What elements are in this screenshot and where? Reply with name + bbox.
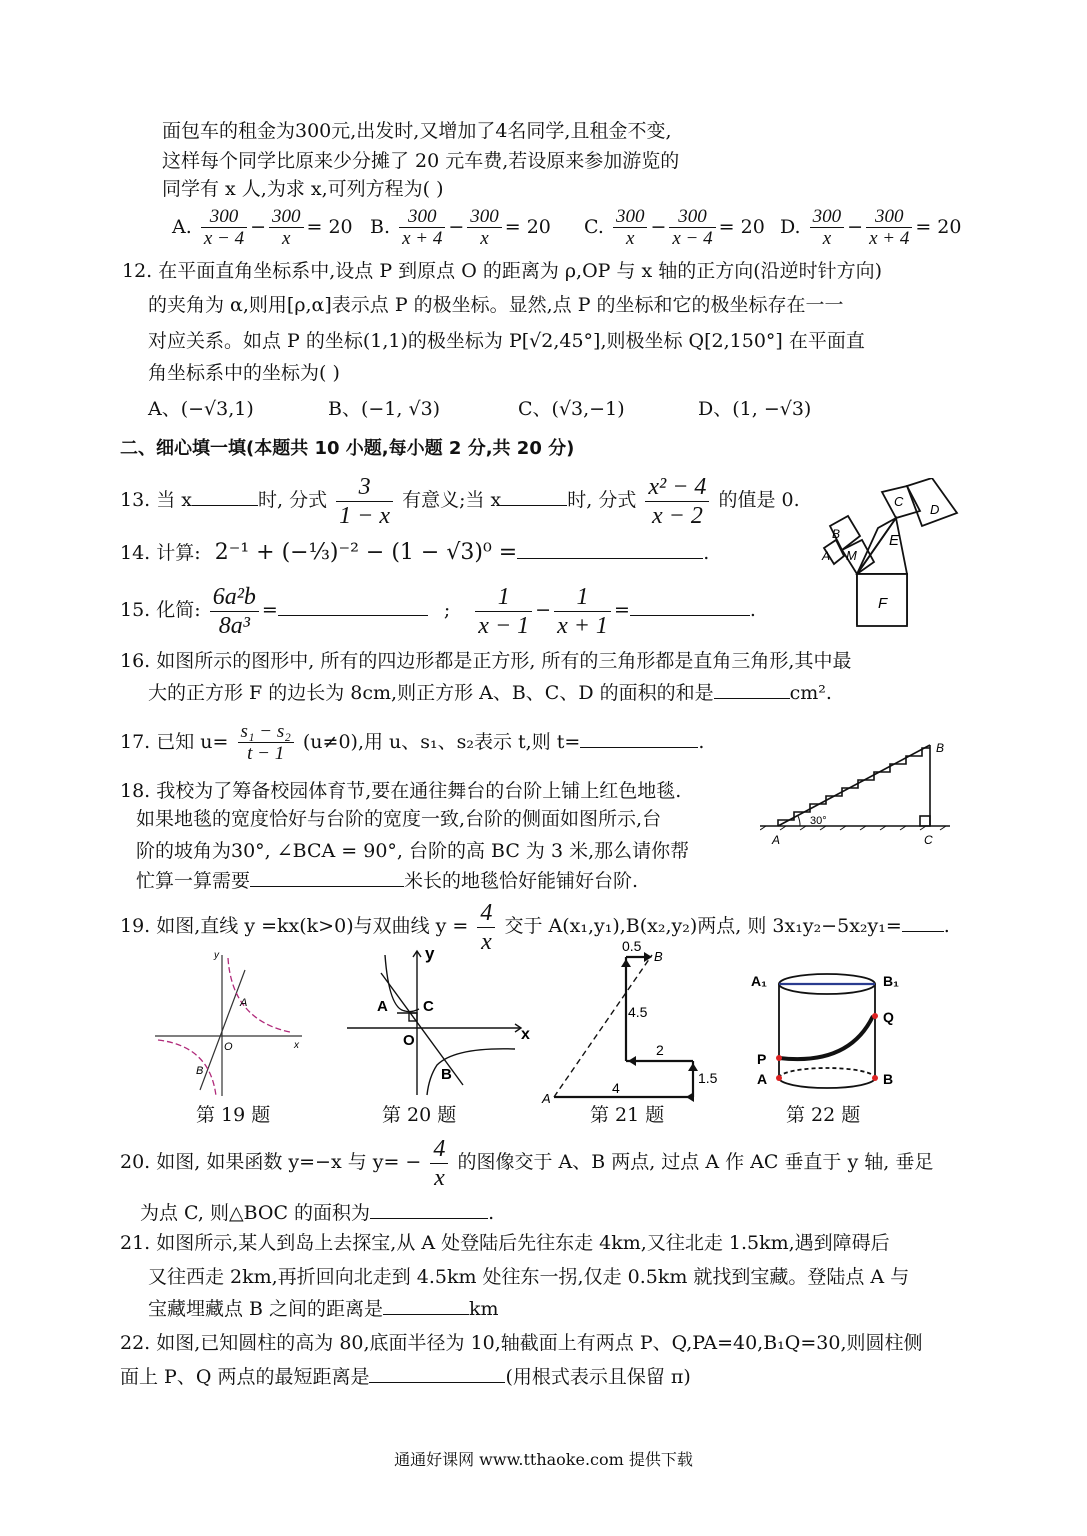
f19-label-b: B xyxy=(196,1065,204,1077)
f20-label-b: B xyxy=(441,1066,452,1083)
f20-label-o: O xyxy=(403,1032,415,1049)
q21-line3: 宝藏埋藏点 B 之间的距离是 km xyxy=(148,1298,499,1320)
f20-label-x: x xyxy=(521,1026,530,1043)
q16-blank[interactable] xyxy=(714,680,790,699)
f21-label-a: A xyxy=(542,1091,551,1105)
q22-blank[interactable] xyxy=(369,1364,505,1383)
q20-blank[interactable] xyxy=(370,1200,488,1219)
f20-label-c: C xyxy=(423,998,434,1015)
q19: 19. 如图,直线 y =kx(k>0)与双曲线 y = $\frac{4}{x}$ 交于 A(x₁,y₁),B(x₂,y₂)两点, 则 3x₁y₂−5x₂y₁= . xyxy=(120,899,950,955)
f22-label-a1: A₁ xyxy=(751,973,767,989)
f18-label-a: A xyxy=(772,833,781,847)
q18-line1: 18. 我校为了筹备校园体育节,要在通往舞台的台阶上铺上红色地毯. xyxy=(120,780,682,802)
q17-blank[interactable] xyxy=(580,729,698,748)
q12-option-a: A、(−√3,1) xyxy=(148,398,254,420)
q19-blank[interactable] xyxy=(902,913,944,932)
q18-line2: 如果地毯的宽度恰好与台阶的宽度一致,台阶的侧面如图所示,台 xyxy=(136,808,662,830)
q12-line4: 角坐标系中的坐标为( ) xyxy=(148,362,340,384)
q11-option-d: D. $\frac{300}{x}$ − $\frac{300}{x + 4}$ = 20 xyxy=(780,205,962,249)
f21-label-05: 0.5 xyxy=(622,938,642,954)
q11-option-b: B. $\frac{300}{x + 4}$ − $\frac{300}{x}$ = 20 xyxy=(370,205,551,249)
section-heading: 二、细心填一填(本题共 10 小题,每小题 2 分,共 20 分) xyxy=(120,438,575,459)
q11-line2: 这样每个同学比原来少分摊了 20 元车费,若设原来参加游览的 xyxy=(162,150,680,172)
caption-20: 第 20 题 xyxy=(382,1104,457,1126)
f22-label-b1: B₁ xyxy=(883,973,899,989)
q15: 15. 化简: $\frac{\text{6a²b}}{\text{8a³}}$ = ; $\frac{1}{x - 1}$ − $\frac{1}{x + 1}$ = . xyxy=(120,583,756,639)
f16-label-c: C xyxy=(894,494,904,509)
q20-line1: 20. 如图, 如果函数 y=−x 与 y= − $\frac{4}{x}$ 的图像交于 A、B 两点, 过点 A 作 AC 垂直于 y 轴, 垂足 xyxy=(120,1135,934,1191)
q12-option-d: D、(1, −√3) xyxy=(698,398,812,420)
figure-18-stairs xyxy=(760,740,960,850)
q14-blank[interactable] xyxy=(517,540,703,559)
f21-label-45: 4.5 xyxy=(628,1004,648,1020)
q13-blank1[interactable] xyxy=(192,487,258,506)
q18-line4: 忙算一算需要 米长的地毯恰好能铺好台阶. xyxy=(136,870,639,892)
q21-line2: 又往西走 2km,再折回向北走到 4.5km 处往东一拐,仅走 0.5km 就找到宝藏。登陆点 A 与 xyxy=(148,1266,910,1288)
q11-option-c: C. $\frac{300}{x}$ − $\frac{300}{x - 4}$ = 20 xyxy=(584,205,765,249)
f19-label-x: x xyxy=(294,1040,299,1051)
figure-16-squares xyxy=(812,478,972,658)
f19-label-y: y xyxy=(214,950,219,961)
f16-label-f: F xyxy=(878,595,888,612)
q21-line1: 21. 如图所示,某人到岛上去探宝,从 A 处登陆后先往东走 4km,又往北走 1.5km,遇到障碍后 xyxy=(120,1232,890,1254)
q11-option-a: A. $\frac{300}{x - 4}$ − $\frac{300}{x}$ = 20 xyxy=(172,205,353,249)
q22-line2: 面上 P、Q 两点的最短距离是 (用根式表示且保留 π) xyxy=(120,1366,691,1388)
f16-label-b: B xyxy=(832,527,841,541)
caption-19: 第 19 题 xyxy=(196,1104,271,1126)
q21-blank[interactable] xyxy=(383,1296,469,1315)
f18-label-c: C xyxy=(924,833,933,847)
q22-line1: 22. 如图,已知圆柱的高为 80,底面半径为 10,轴截面上有两点 P、Q,PA=40,B₁Q=30,则圆柱侧 xyxy=(120,1332,923,1354)
q14: 14. 计算: 2⁻¹ + (−⅓)⁻² − (1 − √3)⁰ = . xyxy=(120,540,710,565)
q11-line3: 同学有 x 人,为求 x,可列方程为( ) xyxy=(162,178,444,200)
q15-blank2[interactable] xyxy=(630,597,750,616)
figure-22-cylinder xyxy=(745,970,915,1100)
q16-line1: 16. 如图所示的图形中, 所有的四边形都是正方形, 所有的三角形都是直角三角形,其中最 xyxy=(120,650,852,672)
f21-label-15: 1.5 xyxy=(698,1070,718,1086)
f20-label-a: A xyxy=(377,998,388,1015)
page-footer: 通通好课网 www.tthaoke.com 提供下载 xyxy=(394,1450,693,1469)
q12-line1: 12. 在平面直角坐标系中,设点 P 到原点 O 的距离为 ρ,OP 与 x 轴的正方向(沿逆时针方向) xyxy=(122,260,883,282)
figure-21-path xyxy=(540,935,730,1105)
caption-22: 第 22 题 xyxy=(786,1104,861,1126)
q16-line2: 大的正方形 F 的边长为 8cm,则正方形 A、B、C、D 的面积的和是 cm². xyxy=(148,682,832,704)
f18-angle: 30° xyxy=(810,815,827,827)
q12-line2: 的夹角为 α,则用[ρ,α]表示点 P 的极坐标。显然,点 P 的坐标和它的极坐标存在一一 xyxy=(148,294,844,316)
q17: 17. 已知 u= $\frac{\text{s₁ − s₂}}{t - 1}$ (u≠0),用 u、s₁、s₂表示 t,则 t= . xyxy=(120,720,705,764)
q13: 13. 当 x 时, 分式 $\frac{3}{1 - x}$ 有意义;当 x 时, 分式 $\frac{\text{x² − 4}}{x - 2}$ 的值是 0. xyxy=(120,473,800,529)
f16-label-d: D xyxy=(930,502,940,517)
f22-label-q: Q xyxy=(883,1009,894,1025)
q13-blank2[interactable] xyxy=(501,487,567,506)
q18-blank[interactable] xyxy=(250,868,404,887)
f21-label-b: B xyxy=(654,949,663,964)
f16-label-m: M xyxy=(846,548,857,563)
q15-blank1[interactable] xyxy=(278,597,428,616)
q12-option-b: B、(−1, √3) xyxy=(328,398,441,420)
q11-line1: 面包车的租金为300元,出发时,又增加了4名同学,且租金不变, xyxy=(162,120,672,142)
f22-label-p: P xyxy=(757,1051,767,1067)
figure-20-graph xyxy=(345,945,535,1100)
f19-label-o: O xyxy=(224,1041,233,1053)
f16-label-e: E xyxy=(889,532,900,549)
f21-label-4: 4 xyxy=(612,1080,620,1096)
f21-label-2: 2 xyxy=(656,1042,664,1058)
caption-21: 第 21 题 xyxy=(590,1104,665,1126)
f18-label-b: B xyxy=(936,741,945,755)
q20-line2: 为点 C, 则△BOC 的面积为 . xyxy=(140,1202,495,1224)
q18-line3: 阶的坡角为30°, ∠BCA = 90°, 台阶的高 BC 为 3 米,那么请你帮 xyxy=(136,840,690,862)
f22-label-b: B xyxy=(883,1071,894,1087)
figure-19-graph xyxy=(150,950,310,1100)
q12-option-c: C、(√3,−1) xyxy=(518,398,625,420)
f20-label-y: y xyxy=(425,945,435,963)
f19-label-a: A xyxy=(240,997,248,1009)
q12-line3: 对应关系。如点 P 的坐标(1,1)的极坐标为 P[√2,45°],则极坐标 Q[2,150°] 在平面直 xyxy=(148,330,865,352)
f16-label-a: A xyxy=(822,549,831,563)
f22-label-a: A xyxy=(757,1071,768,1087)
